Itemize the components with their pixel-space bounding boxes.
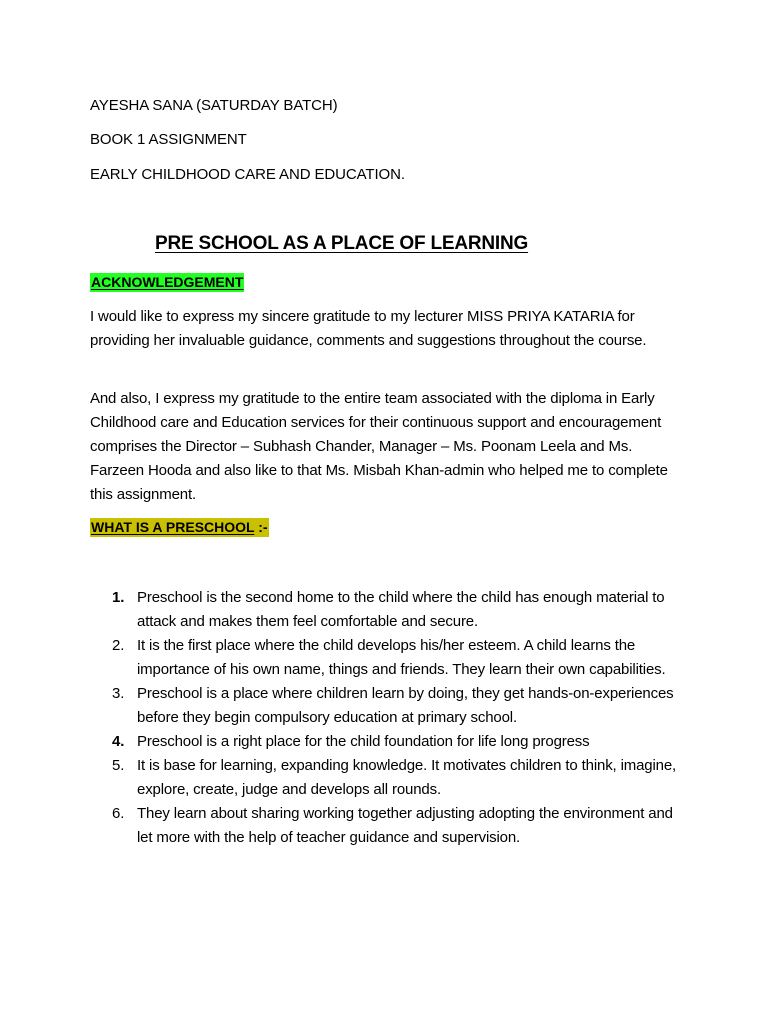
course-line: EARLY CHILDHOOD CARE AND EDUCATION. xyxy=(90,166,405,183)
acknowledgement-paragraph-1: I would like to express my sincere gratitude to my lecturer MISS PRIYA KATARIA for providing her invaluable guidance, comments and suggestions throughout the course. xyxy=(90,308,647,349)
student-name-line: AYESHA SANA (SATURDAY BATCH) xyxy=(90,97,338,114)
list-item-text: They learn about sharing working together adjusting adopting the environment and let more with the help of teacher guidance and supervision. xyxy=(137,805,673,846)
list-item-number: 1. xyxy=(112,589,125,606)
preschool-list xyxy=(90,586,680,850)
acknowledgement-paragraph-2: And also, I express my gratitude to the entire team associated with the diploma in Early Childhood care and Education services for their continuous support and encouragement comprises the Director – Subhash Chander, Manager – Ms. Poonam Leela and Ms. Farzeen Hooda and also like to that Ms. Misbah Khan-admin who helped me to complete this assignment. xyxy=(90,390,668,503)
list-item xyxy=(90,754,680,802)
list-item-number: 3. xyxy=(112,685,125,702)
list-item xyxy=(90,682,680,730)
list-item-number: 5. xyxy=(112,757,125,774)
preschool-heading xyxy=(90,518,269,537)
preschool-heading-text: WHAT IS A PRESCHOOL xyxy=(91,519,255,535)
document-title: PRE SCHOOL AS A PLACE OF LEARNING xyxy=(155,233,529,254)
list-item-text: It is base for learning, expanding knowledge. It motivates children to think, imagine, explore, create, judge and develops all rounds. xyxy=(137,757,677,798)
list-item xyxy=(90,802,680,850)
preschool-heading-suffix: :- xyxy=(254,519,268,535)
list-item-text: Preschool is a right place for the child foundation for life long progress xyxy=(137,733,590,750)
list-item-text: Preschool is a place where children learn by doing, they get hands-on-experiences before they begin compulsory education at primary school. xyxy=(137,685,674,726)
list-item-number: 6. xyxy=(112,805,125,822)
list-item xyxy=(90,634,680,682)
list-item-number: 4. xyxy=(112,733,125,750)
acknowledgement-heading: ACKNOWLEDGEMENT xyxy=(91,274,244,290)
list-item xyxy=(90,730,680,754)
list-item xyxy=(90,586,680,634)
list-item-number: 2. xyxy=(112,637,125,654)
list-item-text: Preschool is the second home to the child where the child has enough material to attack and makes them feel comfortable and secure. xyxy=(137,589,665,630)
list-item-text: It is the first place where the child develops his/her esteem. A child learns the importance of his own name, things and friends. They learn their own capabilities. xyxy=(137,637,666,678)
assignment-line: BOOK 1 ASSIGNMENT xyxy=(90,131,247,148)
